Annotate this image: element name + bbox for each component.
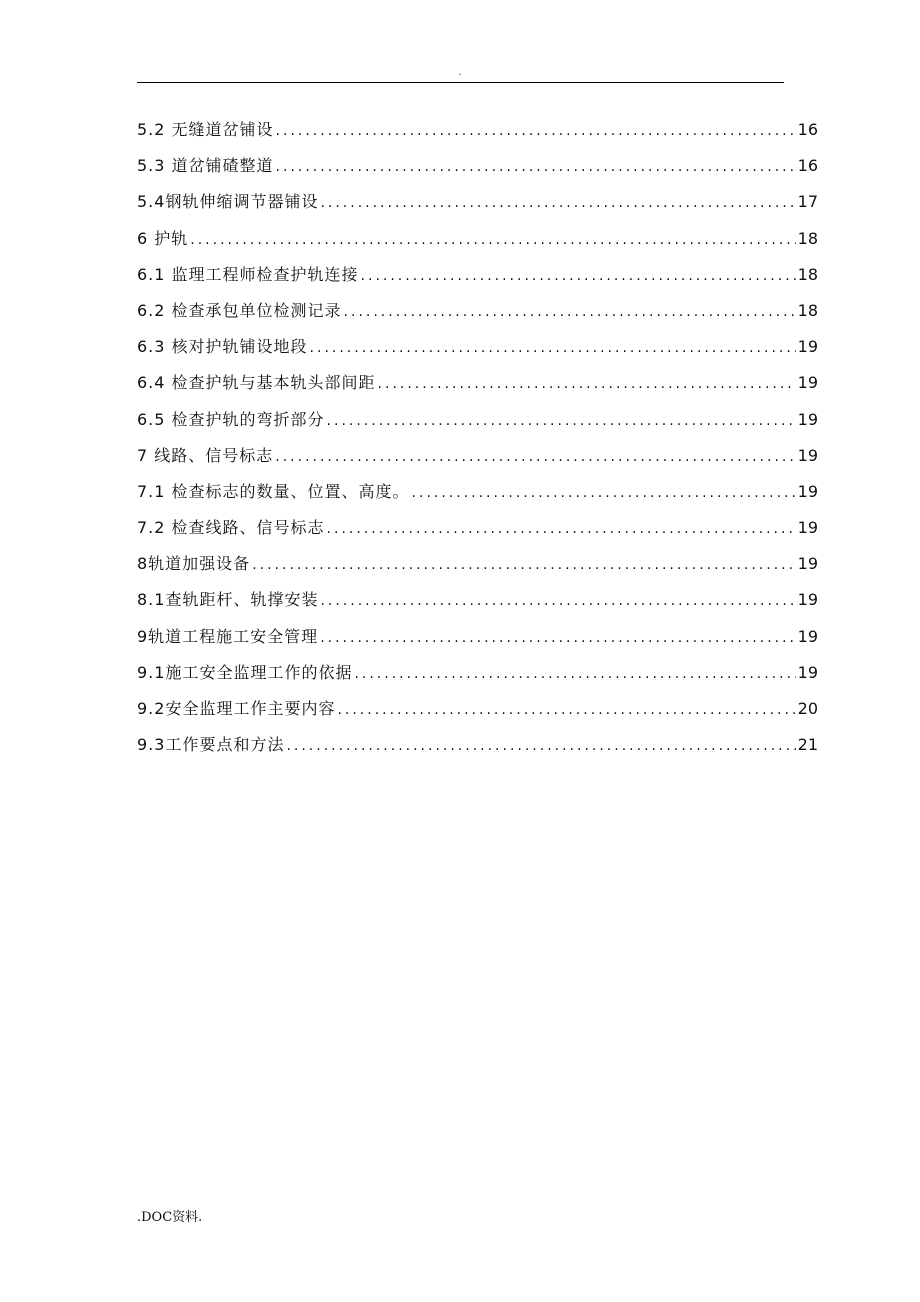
toc-entry[interactable] <box>137 510 818 546</box>
toc-entry-page: 16 <box>797 120 818 139</box>
toc-entry-label: 9轨道工程施工安全管理 <box>137 626 319 646</box>
toc-entry-page: 18 <box>797 228 818 248</box>
toc-entry-page: 16 <box>797 156 818 176</box>
toc-entry-label: 7.1 检查标志的数量、位置、高度。 <box>137 481 410 501</box>
toc-entry[interactable] <box>137 184 818 220</box>
toc-entry-page: 19 <box>797 662 818 682</box>
toc-entry[interactable] <box>137 582 818 618</box>
toc-entry-label: 6.1 监理工程师检查护轨连接 <box>137 264 359 284</box>
toc-entry-page: 17 <box>797 192 818 212</box>
toc-entry-page: 19 <box>797 409 818 429</box>
toc-entry[interactable] <box>137 655 818 691</box>
toc-entry-label: 6 护轨 <box>137 228 189 248</box>
footer-text: .DOC资料. <box>137 1210 203 1225</box>
toc-entry-page: 21 <box>797 735 818 755</box>
toc-leader-dots <box>327 403 796 439</box>
toc-leader-dots <box>327 511 796 547</box>
toc-leader-dots <box>412 475 796 511</box>
toc-entry[interactable] <box>137 727 818 763</box>
toc-entry-label: 6.5 检查护轨的弯折部分 <box>137 409 325 429</box>
toc-entry[interactable] <box>137 257 818 293</box>
toc-entry-label: 7.2 检查线路、信号标志 <box>137 518 325 538</box>
toc-entry-page: 19 <box>797 373 818 393</box>
toc-entry[interactable] <box>137 329 818 365</box>
toc-entry-page: 19 <box>797 518 818 538</box>
toc-entry-label: 6.4 检查护轨与基本轨头部间距 <box>137 373 376 393</box>
toc-leader-dots <box>276 149 796 185</box>
header-rule <box>137 82 784 83</box>
toc-entry-label: 8轨道加强设备 <box>137 554 251 574</box>
toc-entry[interactable] <box>137 221 818 257</box>
toc-leader-dots <box>320 620 795 656</box>
toc-entry-page: 19 <box>797 626 818 646</box>
toc-leader-dots <box>361 258 796 294</box>
table-of-contents <box>137 112 818 763</box>
toc-entry-label: 9.2安全监理工作主要内容 <box>137 699 336 718</box>
toc-entry-label: 9.3工作要点和方法 <box>137 735 285 755</box>
toc-leader-dots <box>310 330 796 366</box>
toc-leader-dots <box>378 366 796 402</box>
toc-entry-page: 19 <box>797 445 818 465</box>
toc-entry-label: 7 线路、信号标志 <box>137 445 274 465</box>
toc-leader-dots <box>344 294 796 330</box>
toc-entry-page: 20 <box>797 699 818 718</box>
toc-entry-page: 19 <box>797 337 818 357</box>
toc-entry-page: 19 <box>797 481 818 501</box>
toc-leader-dots <box>320 185 795 221</box>
toc-entry[interactable] <box>137 112 818 148</box>
toc-entry[interactable] <box>137 365 818 401</box>
toc-entry-label: 5.2 无缝道岔铺设 <box>137 120 274 139</box>
toc-leader-dots <box>320 583 795 619</box>
toc-entry-page: 19 <box>797 590 818 610</box>
toc-leader-dots <box>286 728 795 764</box>
toc-leader-dots <box>275 439 795 475</box>
toc-entry-label: 9.1施工安全监理工作的依据 <box>137 662 353 682</box>
toc-entry[interactable] <box>137 148 818 184</box>
toc-entry-label: 5.3 道岔铺碴整道 <box>137 156 274 176</box>
toc-entry-label: 6.2 检查承包单位检测记录 <box>137 300 342 320</box>
toc-entry-label: 5.4钢轨伸缩调节器铺设 <box>137 192 319 212</box>
toc-entry-page: 19 <box>797 554 818 574</box>
header-mark: . <box>458 67 462 78</box>
toc-leader-dots <box>354 656 795 692</box>
toc-entry-label: 8.1查轨距杆、轨撑安装 <box>137 590 319 610</box>
toc-leader-dots <box>190 222 795 258</box>
toc-leader-dots <box>276 113 796 149</box>
toc-entry[interactable] <box>137 293 818 329</box>
toc-entry[interactable] <box>137 691 818 727</box>
toc-entry-page: 18 <box>797 300 818 320</box>
toc-entry[interactable] <box>137 438 818 474</box>
toc-leader-dots <box>252 547 795 583</box>
toc-entry[interactable] <box>137 402 818 438</box>
toc-entry[interactable] <box>137 546 818 582</box>
toc-entry-label: 6.3 核对护轨铺设地段 <box>137 337 308 357</box>
toc-entry[interactable] <box>137 619 818 655</box>
toc-leader-dots <box>337 692 795 728</box>
toc-entry-page: 18 <box>797 264 818 284</box>
toc-entry[interactable] <box>137 474 818 510</box>
